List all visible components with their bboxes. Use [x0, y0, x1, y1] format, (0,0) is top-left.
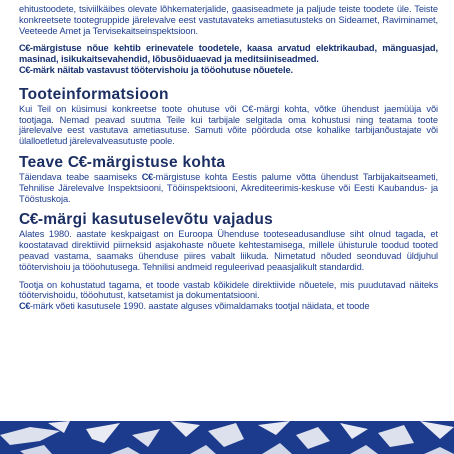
ce-mark-icon: C€ — [19, 301, 30, 312]
ce-mark-icon: C€ — [141, 171, 153, 182]
ce-mark-icon: C€ — [19, 211, 38, 229]
heading-ce-necessity: C€-märgi kasutuselevõtu vajadus — [19, 211, 274, 229]
paragraph-ce-introduction: C€-märk võeti kasutusele 1990. aastate alguses võimaldamaks tootjal näidata, et toode — [19, 301, 370, 312]
heading-ce-info: Teave C€-märgistuse kohta — [19, 153, 226, 171]
paragraph-manufacturer-duty: Tootja on kohustatud tagama, et toode vastab kõikidele direktiivide nõuetele, mis puudutavad näiteks töötervishoidu, tööohutust, katsetamist ja dokumentatsiooni. — [19, 279, 438, 301]
heading-product-info: Tooteinformatsioon — [19, 85, 169, 103]
ce-mark-icon: C€ — [67, 153, 87, 171]
decorative-pattern-icon — [0, 421, 454, 454]
paragraph-ce-meaning: C€-märk näitab vastavust töötervishoiu ja tööohutuse nõuetele. — [19, 64, 294, 75]
paragraph-eu-legislation: Alates 1980. aastate keskpaigast on Euroopa Ühenduse tooteseadusandluse siht olnud tagada, et koostatavad direktiivid piirneksid asjakohaste nõuete kehtestamisega, millele ühisturule toodud tooted peavad vastama, saamaks ühenduse piires vabalt liikuda. Nimetatud nõuded seonduvad üldjuhul töötervishoiu ja tööohutusega. Tehnilisi andmeid reguleerivad peaasjalikult standardid. — [19, 229, 438, 272]
ce-mark-icon: C€ — [19, 43, 30, 54]
decorative-footer-band — [0, 421, 454, 454]
paragraph-ce-info: Täiendava teabe saamiseks C€-märgistuse kohta Eestis palume võtta ühendust Tarbijakaitseameti, Tehnilise Järelevalve Inspektsiooni, Tööinspektsiooni, Akrediteerimis-keskuse või Eesti Kaubandus- ja Tööstuskoja. — [19, 171, 439, 204]
paragraph-supervision-authorities: ehitustoodete, tsiviilkäibes olevate lõhkematerjalide, gaasiseadmete ja paljude teiste toodete üle. Teiste konkreetsete tootegruppide järelevalve eest vastutavateks ametiasutusteks on Sideamet, Raviminamet, Veeteede Amet ja Tervisekaitseinspektsioon. — [19, 4, 438, 36]
paragraph-ce-requirements: C€-märgistuse nõue kehtib erinevatele toodetele, kaasa arvatud elektrikaubad, mänguasjad, masinad, isikukaitsevahendid, lõbusõiduaevad ja meditsiiniseadmed. — [19, 43, 438, 65]
document-content — [19, 4, 438, 312]
ce-mark-icon: C€ — [19, 64, 30, 75]
paragraph-product-info: Kui Teil on küsimusi konkreetse toote ohutuse või C€-märgi kohta, võtke ühendust jaemüüja või tootjaga. Nemad peavad suutma Teile kui tarbijale selgitada oma kohustusi ning teatama toote järelevalve eest vastutava ametiasutuse. Samuti võite pöörduda otse kohalike tarbijanõustajate või ülalloetletud järelevalveasutuste poole. — [19, 103, 438, 147]
